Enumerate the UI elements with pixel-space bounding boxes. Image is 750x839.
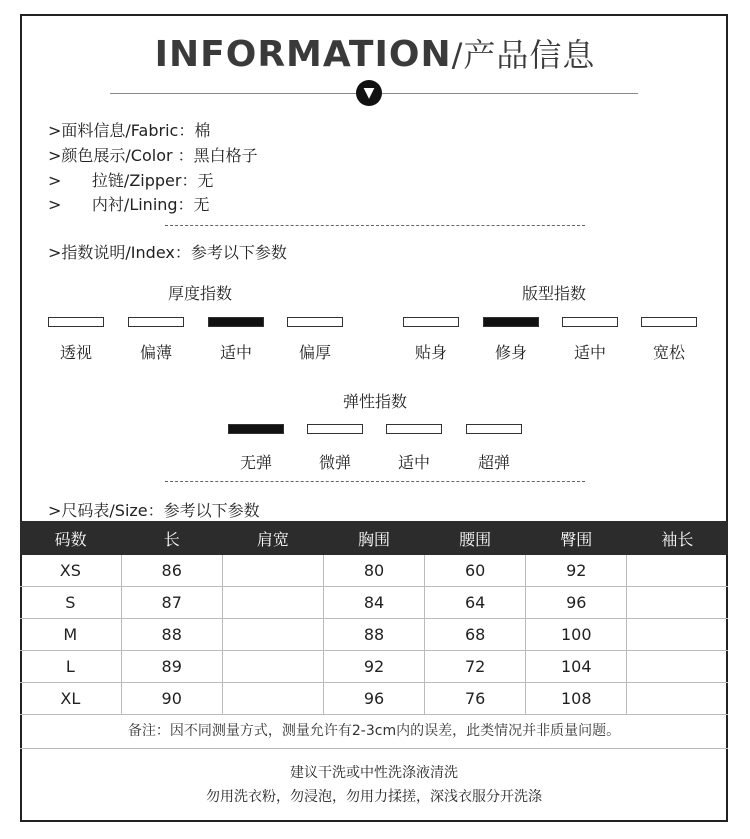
elasticity-bar-3 [466,424,522,434]
elasticity-label-3: 超弹 [477,453,510,472]
elasticity-label-0: 无弹 [239,453,272,472]
elasticity-title: 弹性指数 [342,392,407,411]
thickness-bar-1 [128,317,184,327]
size-cell-1-1: 87 [121,587,222,619]
size-cell-2-1: 88 [121,619,222,651]
fit-bar-3 [641,317,697,327]
size-cell-1-4: 64 [425,587,526,619]
thickness-title: 厚度指数 [167,284,232,303]
size-cell-4-5: 108 [526,683,627,715]
thickness-label-0: 透视 [59,343,92,362]
size-cell-0-1: 86 [121,555,222,587]
size-header-2: 肩宽 [222,521,323,555]
wash-instruction-1: 建议干洗或中性洗涤液清洗 [290,765,458,781]
fit-bar-0 [403,317,459,327]
size-cell-4-1: 90 [121,683,222,715]
title-chinese: /产品信息 [451,36,596,74]
size-cell-3-3: 92 [323,651,424,683]
page-title [0,30,750,76]
size-cell-3-6 [627,651,728,683]
size-cell-0-0: XS [20,555,121,587]
fabric-info: >面料信息/Fabric：棉 [48,121,211,140]
size-cell-1-0: S [20,587,121,619]
lining-info: > 内衬/Lining：无 [48,195,210,214]
size-cell-0-6 [627,555,728,587]
size-cell-0-3: 80 [323,555,424,587]
size-cell-4-3: 96 [323,683,424,715]
index-heading: >指数说明/Index：参考以下参数 [48,243,287,262]
fit-label-1: 修身 [494,343,527,362]
size-cell-3-0: L [20,651,121,683]
size-header-1: 长 [121,521,222,555]
table-row [20,683,728,715]
size-header-5: 臀围 [526,521,627,555]
size-cell-2-2 [222,619,323,651]
table-row [20,587,728,619]
size-cell-0-2 [222,555,323,587]
down-arrow-icon: ▼ [356,80,382,106]
size-cell-1-6 [627,587,728,619]
size-header-0: 码数 [20,521,121,555]
dashed-divider [165,481,585,482]
wash-instruction-2: 勿用洗衣粉，勿浸泡，勿用力揉搓，深浅衣服分开洗涤 [206,789,542,805]
thickness-bar-2 [208,317,264,327]
size-table-header [20,521,728,555]
size-cell-3-5: 104 [526,651,627,683]
fit-title: 版型指数 [521,284,586,303]
size-cell-1-3: 84 [323,587,424,619]
elasticity-label-1: 微弹 [318,453,351,472]
table-row [20,555,728,587]
table-row [20,619,728,651]
size-cell-1-2 [222,587,323,619]
size-header-4: 腰围 [425,521,526,555]
note-divider [20,748,728,749]
size-header-6: 袖长 [627,521,728,555]
table-row [20,651,728,683]
fit-label-0: 贴身 [414,343,447,362]
size-cell-2-4: 68 [425,619,526,651]
fit-label-2: 适中 [573,343,606,362]
size-cell-2-0: M [20,619,121,651]
thickness-bar-0 [48,317,104,327]
size-header-3: 胸围 [323,521,424,555]
fit-bar-2 [562,317,618,327]
size-cell-2-3: 88 [323,619,424,651]
size-cell-3-2 [222,651,323,683]
thickness-label-1: 偏薄 [139,343,172,362]
measurement-note: 备注：因不同测量方式，测量允许有2-3cm内的误差，此类情况并非质量问题。 [127,723,621,739]
size-cell-4-4: 76 [425,683,526,715]
size-table [20,521,728,715]
size-table-body [20,555,728,715]
thickness-label-3: 偏厚 [298,343,331,362]
size-cell-4-0: XL [20,683,121,715]
size-cell-4-2 [222,683,323,715]
size-cell-0-5: 92 [526,555,627,587]
fit-bar-1 [483,317,539,327]
size-heading: >尺码表/Size：参考以下参数 [48,501,260,520]
size-cell-1-5: 96 [526,587,627,619]
fit-label-3: 宽松 [652,343,685,362]
elasticity-bar-1 [307,424,363,434]
size-cell-3-1: 89 [121,651,222,683]
elasticity-label-2: 适中 [397,453,430,472]
size-cell-0-4: 60 [425,555,526,587]
thickness-bar-3 [287,317,343,327]
title-english: INFORMATION [154,34,452,75]
zipper-info: > 拉链/Zipper：无 [48,171,214,190]
color-info: >颜色展示/Color ：黑白格子 [48,146,258,165]
elasticity-bar-2 [386,424,442,434]
size-cell-2-6 [627,619,728,651]
size-cell-4-6 [627,683,728,715]
dashed-divider [165,225,585,226]
elasticity-bar-0 [228,424,284,434]
size-cell-3-4: 72 [425,651,526,683]
thickness-label-2: 适中 [219,343,252,362]
size-cell-2-5: 100 [526,619,627,651]
